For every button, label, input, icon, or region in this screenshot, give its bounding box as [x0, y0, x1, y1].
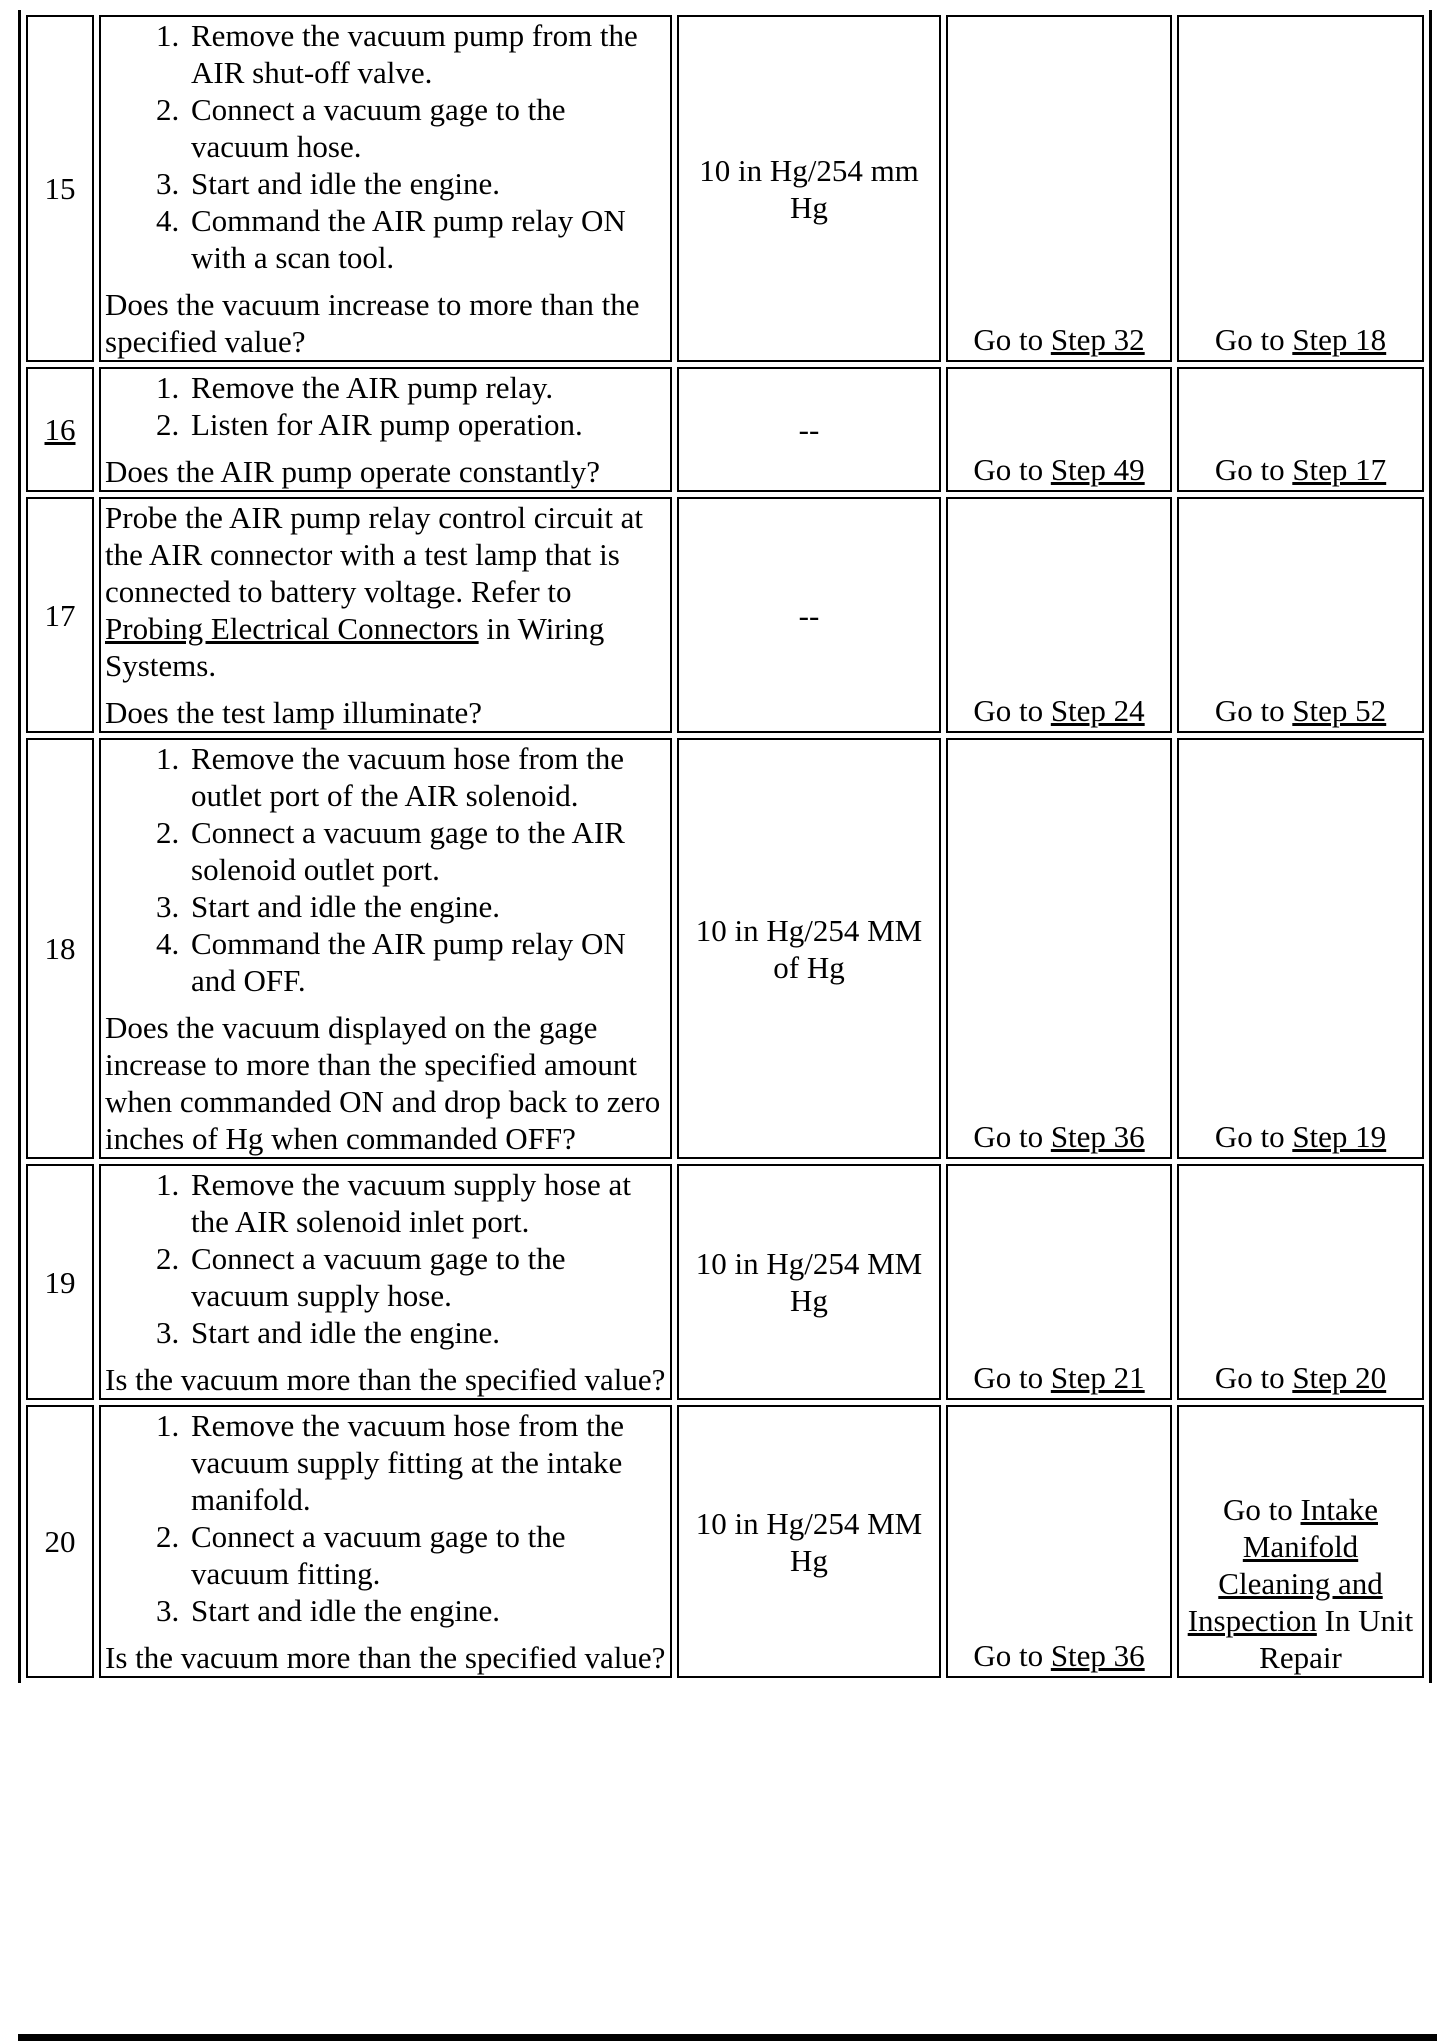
- value-cell: [677, 15, 941, 362]
- yes-step-link[interactable]: Step 36: [1050, 1119, 1145, 1154]
- step-number-text: 17: [44, 597, 76, 633]
- yes-step-link[interactable]: Step 21: [1050, 1360, 1145, 1395]
- action-list: [105, 740, 666, 999]
- list-item: 1. Remove the AIR pump relay.: [187, 369, 666, 406]
- diagnostic-table: [18, 10, 1432, 1683]
- list-item: 2. Connect a vacuum gage to the vacuum hose.: [187, 91, 666, 165]
- value-text: 10 in Hg/254 MM Hg: [695, 1246, 923, 1318]
- step-number: [26, 497, 94, 733]
- value-text: --: [798, 597, 820, 633]
- bottom-rule: [18, 2034, 1437, 2041]
- list-item: 1. Remove the vacuum hose from the outlet port of the AIR solenoid.: [187, 740, 666, 814]
- question-text: Does the AIR pump operate constantly?: [105, 454, 601, 489]
- no-cell: [1177, 367, 1424, 492]
- action-cell: [99, 738, 672, 1159]
- yes-prefix: Go to: [973, 452, 1051, 487]
- no-prefix: Go to: [1214, 1360, 1293, 1395]
- action-list: [105, 1407, 666, 1629]
- value-text: 10 in Hg/254 MM of Hg: [695, 912, 923, 985]
- question-text: Is the vacuum more than the specified value?: [105, 1640, 666, 1675]
- table-row: [26, 1164, 1424, 1400]
- list-item: 3. Start and idle the engine.: [187, 888, 666, 925]
- step-number-text: 20: [44, 1524, 76, 1559]
- no-prefix: Go to: [1214, 1119, 1293, 1154]
- table-row: [26, 1405, 1424, 1678]
- value-cell: [677, 1164, 941, 1400]
- intake-manifold-link[interactable]: Intake Manifold Cleaning and Inspection: [1187, 1492, 1383, 1638]
- question-text: Is the vacuum more than the specified value?: [105, 1362, 666, 1397]
- table-row: [26, 367, 1424, 492]
- list-item: 3. Start and idle the engine.: [187, 1592, 666, 1629]
- no-prefix: Go to: [1214, 693, 1293, 728]
- yes-prefix: Go to: [973, 693, 1051, 728]
- no-prefix: Go to: [1214, 452, 1293, 487]
- yes-cell: [946, 1164, 1172, 1400]
- yes-prefix: Go to: [973, 1360, 1051, 1395]
- action-cell: [99, 367, 672, 492]
- action-paragraph: [105, 499, 666, 684]
- list-item: 2. Connect a vacuum gage to the vacuum supply hose.: [187, 1240, 666, 1314]
- question-text: Does the vacuum displayed on the gage increase to more than the specified amount when commanded ON and drop back to zero inches of Hg when commanded OFF?: [105, 1010, 661, 1156]
- step-number: [26, 1164, 94, 1400]
- table-row: [26, 497, 1424, 733]
- action-list: [105, 17, 666, 276]
- value-cell: [677, 738, 941, 1159]
- probing-connectors-link[interactable]: Probing Electrical Connectors: [105, 611, 479, 646]
- step-number: [26, 367, 94, 492]
- step-number: [26, 15, 94, 362]
- list-item: 1. Remove the vacuum supply hose at the AIR solenoid inlet port.: [187, 1166, 666, 1240]
- paragraph-text: Probe the AIR pump relay control circuit at the AIR connector with a test lamp that is connected to battery voltage. Refer to: [105, 500, 644, 609]
- step-number: [26, 1405, 94, 1678]
- paragraph-text: in Wiring Systems.: [105, 611, 605, 683]
- action-list: [105, 369, 666, 443]
- yes-step-link[interactable]: Step 24: [1050, 693, 1145, 728]
- yes-cell: [946, 1405, 1172, 1678]
- action-cell: [99, 497, 672, 733]
- list-item: 2. Connect a vacuum gage to the vacuum fitting.: [187, 1518, 666, 1592]
- no-step-link[interactable]: Step 17: [1292, 452, 1387, 487]
- no-cell: [1177, 1405, 1424, 1678]
- step-number: [26, 738, 94, 1159]
- value-cell: [677, 1405, 941, 1678]
- table-row: [26, 15, 1424, 362]
- no-cell: [1177, 1164, 1424, 1400]
- no-step-link[interactable]: Step 18: [1292, 322, 1387, 357]
- no-cell: [1177, 15, 1424, 362]
- action-cell: [99, 15, 672, 362]
- value-cell: [677, 497, 941, 733]
- no-prefix: Go to: [1214, 322, 1293, 357]
- yes-step-link[interactable]: Step 36: [1050, 1638, 1145, 1673]
- step-number-text: 18: [44, 931, 76, 966]
- list-item: 1. Remove the vacuum hose from the vacuum supply fitting at the intake manifold.: [187, 1407, 666, 1518]
- question-text: Does the vacuum increase to more than the specified value?: [105, 287, 640, 359]
- table-row: [26, 738, 1424, 1159]
- step-number-link[interactable]: 16: [44, 412, 76, 447]
- no-step-link[interactable]: Step 20: [1292, 1360, 1387, 1395]
- no-step-link[interactable]: Step 52: [1292, 693, 1387, 728]
- yes-step-link[interactable]: Step 49: [1050, 452, 1145, 487]
- step-number-text: 19: [44, 1264, 76, 1300]
- yes-cell: [946, 367, 1172, 492]
- step-number-text: 15: [44, 171, 76, 206]
- no-prefix: Go to: [1223, 1492, 1301, 1527]
- yes-cell: [946, 497, 1172, 733]
- list-item: 2. Connect a vacuum gage to the AIR solenoid outlet port.: [187, 814, 666, 888]
- question-text: Does the test lamp illuminate?: [105, 695, 483, 730]
- action-cell: [99, 1164, 672, 1400]
- no-step-link[interactable]: Step 19: [1292, 1119, 1387, 1154]
- yes-cell: [946, 15, 1172, 362]
- list-item: 3. Start and idle the engine.: [187, 1314, 666, 1351]
- yes-prefix: Go to: [973, 322, 1051, 357]
- value-text: 10 in Hg/254 mm Hg: [699, 152, 919, 225]
- action-cell: [99, 1405, 672, 1678]
- no-cell: [1177, 738, 1424, 1159]
- value-cell: [677, 367, 941, 492]
- value-text: --: [798, 412, 820, 447]
- no-cell: [1177, 497, 1424, 733]
- no-suffix: In Unit Repair: [1259, 1603, 1414, 1675]
- action-list: [105, 1166, 666, 1351]
- list-item: 4. Command the AIR pump relay ON with a scan tool.: [187, 202, 666, 276]
- yes-step-link[interactable]: Step 32: [1050, 322, 1145, 357]
- value-text: 10 in Hg/254 MM Hg: [695, 1505, 923, 1578]
- list-item: 3. Start and idle the engine.: [187, 165, 666, 202]
- list-item: 1. Remove the vacuum pump from the AIR shut-off valve.: [187, 17, 666, 91]
- yes-prefix: Go to: [973, 1638, 1051, 1673]
- yes-cell: [946, 738, 1172, 1159]
- list-item: 2. Listen for AIR pump operation.: [187, 406, 666, 443]
- list-item: 4. Command the AIR pump relay ON and OFF.: [187, 925, 666, 999]
- yes-prefix: Go to: [973, 1119, 1051, 1154]
